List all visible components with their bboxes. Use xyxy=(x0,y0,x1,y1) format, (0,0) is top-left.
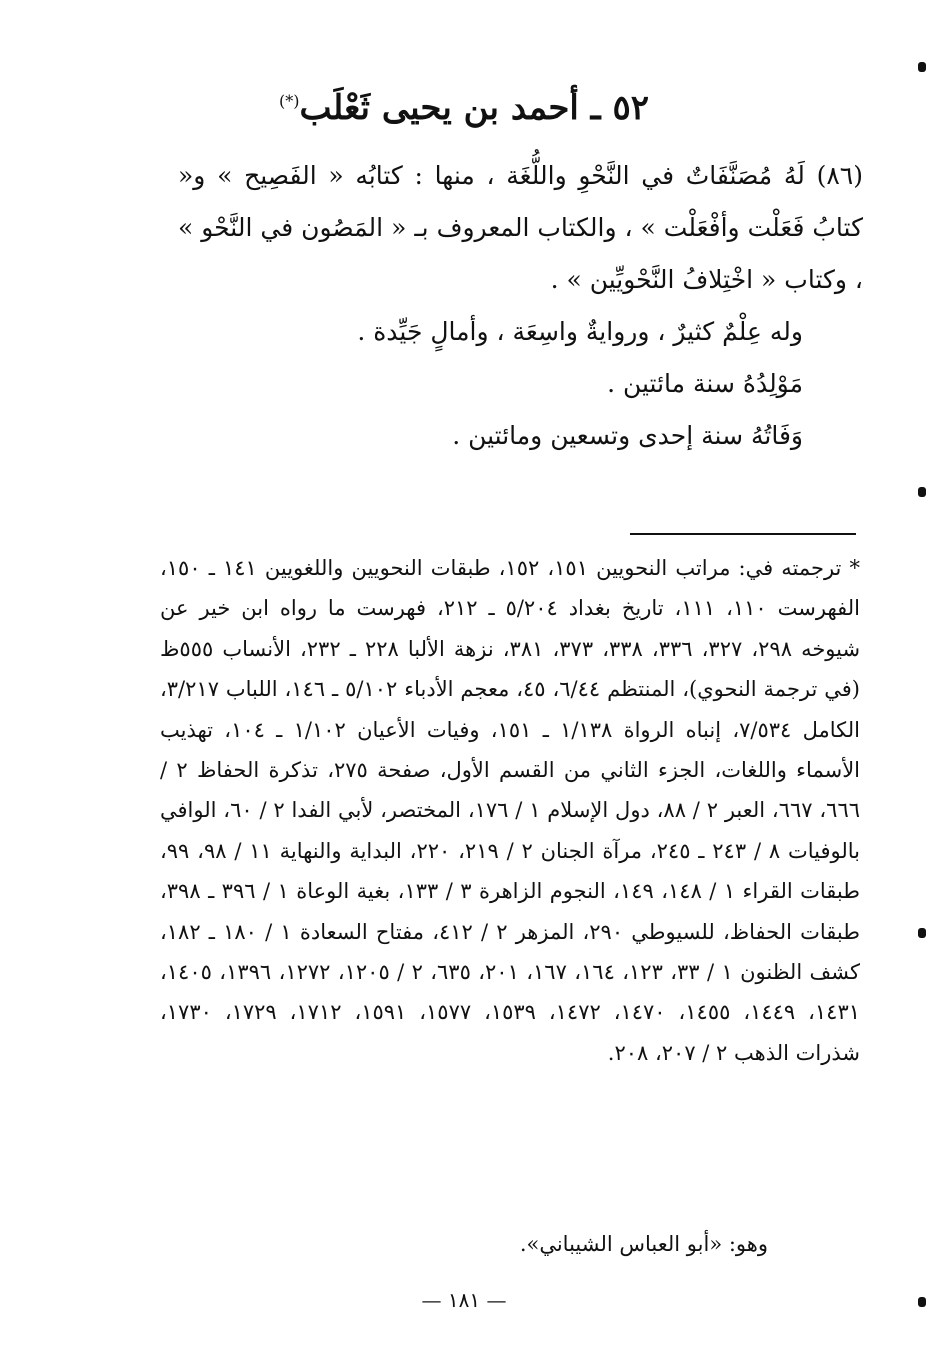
footnote-separator xyxy=(630,533,856,535)
scan-mark xyxy=(918,62,926,72)
entry-title-text: ٥٢ ـ أحمد بن يحيى ثَعْلَب xyxy=(299,88,649,128)
handwritten-note: وهو: «أبو العباس الشيباني». xyxy=(519,1232,768,1256)
footnote-text: * ترجمته في: مراتب النحويين ١٥١، ١٥٢، طبقات النحويين واللغويين ١٤١ ـ ١٥٠، الفهرست ١١٠، ١١١، تاريخ بغداد ٥/٢٠٤ ـ ٢١٢، فهرست ما رواه ابن خير عن شيوخه ٢٩٨، ٣٢٧، ٣٣٦، ٣٣٨، ٣٧٣، ٣٨١، نزهة الألبا ٢٢٨ ـ ٢٣٢، الأنساب ٥٥٥ظ (في ترجمة النحوي)، المنتظم ٦/٤٤، ٤٥، معجم الأدباء ٥/١٠٢ ـ ١٤٦، اللباب ٣/٢١٧، الكامل ٧/٥٣٤، إنباه الرواة ١/١٣٨ ـ ١٥١، وفيات الأعيان ١/١٠٢ ـ ١٠٤، تهذيب الأسماء واللغات، الجزء الثاني من القسم الأول، صفحة ٢٧٥، تذكرة الحفاظ ٢ / ٦٦٦، ٦٦٧، العبر ٢ / ٨٨، دول الإسلام ١ / ١٧٦، المختصر، لأبي الفدا ٢ / ٦٠، الوافي بالوفيات ٨ / ٢٤٣ ـ ٢٤٥، مرآة الجنان ٢ / ٢١٩، ٢٢٠، البداية والنهاية ١١ / ٩٨، ٩٩، طبقات القراء ١ / ١٤٨، ١٤٩، النجوم الزاهرة ٣ / ١٣٣، بغية الوعاة ١ / ٣٩٦ ـ ٣٩٨، طبقات الحفاظ، للسيوطي ٢٩٠، المزهر ٢ / ٤١٢، مفتاح السعادة ١ / ١٨٠ ـ ١٨٢، كشف الظنون ١ / ٣٣، ١٢٣، ١٦٤، ١٦٧، ٢٠١، ٦٣٥، ٢ / ١٢٠٥، ١٢٧٢، ١٣٩٦، ١٤٠٥، ١٤٣١، ١٤٤٩، ١٤٥٥، ١٤٧٠، ١٤٧٢، ١٥٣٩، ١٥٧٧، ١٥٩١، ١٧١٢، ١٧٢٩، ١٧٣٠، شذرات الذهب ٢ / ٢٠٧، ٢٠٨. xyxy=(160,556,861,1065)
birth-paragraph: مَوْلِدُهُ سنة مائتين . xyxy=(607,369,803,398)
main-text xyxy=(178,150,863,462)
entry-title xyxy=(0,88,928,128)
footnote xyxy=(160,548,860,1073)
page-number: — ١٨١ — xyxy=(421,1288,507,1312)
footnote-marker: (*) xyxy=(279,91,300,111)
scan-mark xyxy=(918,487,926,497)
works-paragraph: (٨٦) لَهُ مُصَنَّفَاتٌ في النَّحْوِ واللُّغَة ، منها : كتابُه « الفَصِيح » و« كتابُ فَعَلْت وأفْعَلْت » ، والكتاب المعروف بـ « المَصُون في النَّحْو » ، وكتاب « اخْتِلافُ النَّحْويِّين » . xyxy=(178,161,863,294)
scan-mark xyxy=(918,928,926,938)
knowledge-paragraph: وله عِلْمٌ كثيرٌ ، وروايةٌ واسِعَة ، وأمالٍ جَيِّدة . xyxy=(357,317,803,346)
scan-mark xyxy=(918,1297,926,1307)
death-paragraph: وَفَاتُهُ سنة إحدى وتسعين ومائتين . xyxy=(452,421,803,450)
